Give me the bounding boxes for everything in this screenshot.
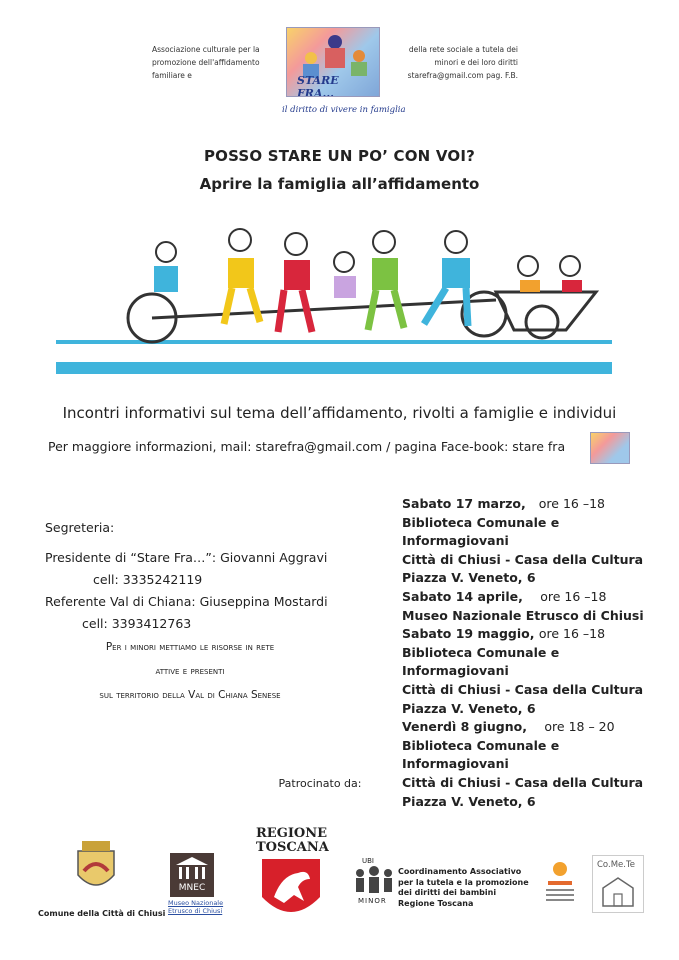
events-list [402, 495, 662, 811]
ubi-minor-logo: UBI MINOR [352, 865, 396, 909]
regione-toscana-label: REGIONE TOSCANA [256, 826, 329, 855]
event-3-place: Città di Chiusi - Casa della Cultura [402, 681, 644, 697]
event-4-place: Città di Chiusi - Casa della Cultura [402, 774, 644, 790]
event-1-date: Sabato 17 marzo, ore 16 –18 [402, 496, 605, 511]
contact-info: Per maggiore informazioni, mail: starefra@gmail.com / pagina Face-book: stare fra [48, 439, 566, 454]
header-right-text: della rete sociale a tutela dei minori e dei loro diritti starefra@gmail.com pag. F.B. [407, 45, 518, 80]
mnec-abbr: MNEC [178, 883, 206, 893]
event-4-address: Piazza V. Veneto, 6 [402, 793, 536, 809]
main-title: POSSO STARE UN PO’ CON VOI? [203, 147, 476, 165]
event-4-place: Biblioteca Comunale e Informagiovani [402, 737, 560, 772]
secretary-heading: Segreteria: [45, 520, 115, 535]
cometa-logo: Co.Me.Te [592, 855, 644, 913]
referent-line: Referente Val di Chiana: Giuseppina Mostardi [45, 594, 328, 609]
president-line: Presidente di “Stare Fra…”: Giovanni Aggravi [45, 550, 328, 565]
event-3-address: Piazza V. Veneto, 6 [402, 700, 536, 716]
motto-line-2: attive e presenti [155, 665, 225, 677]
secretary-section [45, 517, 335, 707]
stare-fra-logo [282, 27, 406, 119]
sun-association-logo-icon [540, 859, 580, 905]
people-icon [352, 865, 396, 895]
facebook-page-icon[interactable] [590, 432, 630, 464]
family-bicycle-illustration [56, 222, 612, 378]
event-1-place: Biblioteca Comunale e Informagiovani [402, 514, 560, 549]
logo-subtitle: il diritto di vivere in famiglia [282, 105, 406, 115]
meetings-subtitle: Incontri informativi sul tema dell’affidamento, rivolti a famiglie e individui [62, 404, 617, 422]
logo-picture [286, 27, 380, 97]
event-3-date: Sabato 19 maggio, ore 16 –18 [402, 626, 606, 642]
toscana-pegasus-icon [258, 857, 324, 923]
event-1-address: Piazza V. Veneto, 6 [402, 570, 536, 586]
event-2-place: Museo Nazionale Etrusco di Chiusi [402, 607, 644, 623]
event-3-place: Biblioteca Comunale e Informagiovani [402, 644, 560, 679]
event-1-place: Città di Chiusi - Casa della Cultura [402, 551, 644, 567]
event-2-date: Sabato 14 aprile, ore 16 –18 [402, 588, 607, 604]
house-sketch-icon [593, 872, 643, 912]
motto-line-3: sul territorio della Val di Chiana Senese [99, 689, 281, 701]
mnec-logo-icon [170, 853, 214, 897]
event-4-date: Venerdì 8 giugno, ore 18 – 20 [402, 719, 615, 735]
chiusi-caption: Comune della Città di Chiusi [38, 909, 166, 918]
mnec-caption: Museo Nazionale Etrusco di Chiusi [168, 899, 224, 915]
sponsor-logos [0, 825, 679, 935]
chiusi-crest-icon [70, 841, 122, 897]
coordinamento-text: Coordinamento Associativo per la tutela e la promozione dei diritti dei bambini Regione Toscana [398, 867, 529, 908]
logo-title: STARE FRA... [297, 74, 339, 97]
main-subtitle: Aprire la famiglia all’affidamento [199, 175, 480, 193]
referent-cell: cell: 3393412763 [82, 616, 192, 631]
header-left-text: Associazione culturale per la promozione dell'affidamento familiare e [152, 45, 260, 80]
motto-line-1: Per i minori mettiamo le risorse in rete [105, 641, 275, 653]
sponsored-by: Patrocinato da: [278, 777, 362, 790]
tandem-bicycle-icon [56, 222, 612, 378]
president-cell: cell: 3335242119 [93, 572, 203, 587]
